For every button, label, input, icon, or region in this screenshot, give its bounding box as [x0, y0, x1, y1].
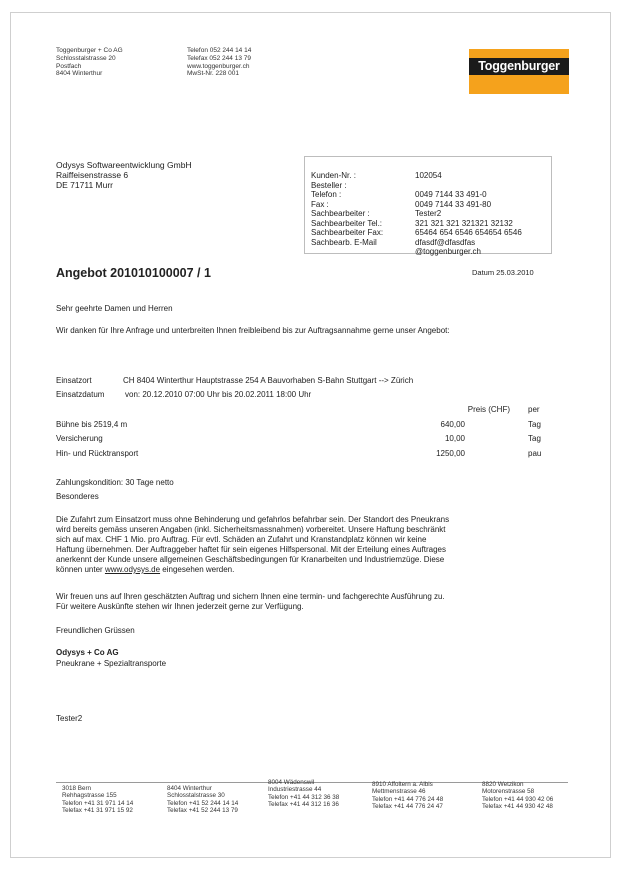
conditions-line: Die Zufahrt zum Einsatzort muss ohne Behinderung und gefahrlos befahrbar sein. Der Standort des Pneukrans [56, 515, 450, 524]
unit-column-header: per [528, 405, 540, 414]
payment-terms: Zahlungskondition: 30 Tage netto [56, 478, 174, 487]
recipient-line: DE 71711 Murr [56, 180, 114, 190]
company-logo [469, 49, 569, 94]
contact-line: Telefax 052 244 13 79 [187, 54, 251, 62]
position-label: Versicherung [56, 434, 103, 443]
position-price: 10,00 [444, 434, 465, 443]
logo-text: Toggenburger [469, 58, 569, 75]
footer-office-waedenswil: 8004 Wädenswil Industriestrasse 44 Telefon +41 44 312 36 38 Telefax +41 44 312 16 36 [268, 779, 340, 809]
info-row: Sachbearb. E-Mail dfasdf@dfasdfas [311, 237, 476, 247]
contact-line: MwSt-Nr. 228 001 [187, 70, 240, 78]
footer-office-winterthur: 8404 Winterthur Schlosstalstrasse 30 Telefon +41 52 244 14 14 Telefax +41 52 244 13 79 [167, 785, 239, 815]
position-label: Bühne bis 2519,4 m [56, 420, 128, 429]
recipient-line: Odysys Softwareentwicklung GmbH [56, 160, 192, 170]
info-row: Fax : 0049 7144 33 491-80 [311, 199, 492, 209]
sender-line: 8404 Winterthur [56, 70, 103, 78]
special-heading: Besonderes [56, 492, 99, 501]
sender-line: Postfach [56, 62, 82, 70]
closing-text [56, 592, 548, 612]
conditions-line: wird bereits gemäss unseren Angaben (inkl. Sicherheitsmassnahmen) vorbereitet. Unsere Haftung beschränkt [56, 525, 446, 534]
einsatzdatum-label: Einsatzdatum [56, 390, 105, 399]
company-name: Odysys + Co AG [56, 648, 119, 657]
recipient-address [56, 160, 192, 190]
footer-office-bern: 3018 Bern Rehhagstrasse 155 Telefon +41 31 971 14 14 Telefax +41 31 971 15 92 [62, 785, 134, 815]
conditions-line: können unter www.odysys.de eingesehen werden. [56, 565, 235, 574]
conditions-line: anerkennt der Kunde unsere allgemeinen Geschäftsbedingungen für Kranarbeiten und Industriemzüge. Diese [56, 555, 445, 564]
contact-line: www.toggenburger.ch [187, 62, 250, 70]
sender-address [56, 47, 123, 78]
recipient-line: Raiffeisenstrasse 6 [56, 170, 129, 180]
info-row: Kunden-Nr. : 102054 [311, 171, 442, 180]
sender-line: Toggenburger + Co AG [56, 47, 123, 54]
conditions-text [56, 515, 548, 575]
footer-office-affoltern: 8910 Affoltern a. Albis Mettmenstrasse 46 Telefon +41 44 776 24 48 Telefax +41 44 776 24 47 [372, 781, 444, 811]
info-row: @toggenburger.ch [415, 247, 481, 256]
sender-line: Schlosstalstrasse 20 [56, 54, 116, 62]
position-unit: pau [528, 449, 542, 458]
company-subtitle: Pneukrane + Spezialtransporte [56, 659, 167, 668]
info-row: Telefon : 0049 7144 33 491-0 [311, 190, 487, 199]
position-unit: Tag [528, 434, 541, 443]
closing-line: Für weitere Auskünfte stehen wir Ihnen jederzeit gerne zur Verfügung. [56, 602, 304, 611]
einsatzort-value: CH 8404 Winterthur Hauptstrasse 254 A Bauvorhaben S-Bahn Stuttgart --> Zürich [123, 376, 414, 385]
regards: Freundlichen Grüssen [56, 626, 135, 635]
price-column-header: Preis (CHF) [467, 405, 510, 414]
footer-office-wetzikon: 8820 Wetzikon Motorenstrasse 58 Telefon +41 44 930 42 06 Telefax +41 44 930 42 48 [482, 781, 554, 811]
conditions-line: Haftung übernehmen. Der Auftraggeber haftet für sein eigenes Hilfspersonal. Mit der Erteilung eines Auftrages [56, 545, 447, 554]
conditions-line: sich auf max. CHF 1 Mio. pro Auftrag. Für evtl. Schäden an Zufahrt und Kranstandplatz können wir keine [56, 535, 427, 544]
info-row: Sachbearbeiter Fax: 65464 654 6546 654654 6546 [311, 228, 522, 237]
info-row: Besteller : [311, 180, 347, 190]
intro-text: Wir danken für Ihre Anfrage und unterbreiten Ihnen freibleibend bis zur Auftragsannahme gerne unser Angebot: [56, 326, 450, 335]
einsatzort-label: Einsatzort [56, 376, 92, 385]
info-row: Sachbearbeiter Tel.: 321 321 321 321321 32132 [311, 218, 513, 228]
website-link[interactable]: www.odysys.de [104, 565, 161, 574]
position-unit: Tag [528, 420, 541, 429]
sender-contact [187, 47, 251, 78]
signature: Tester2 [56, 714, 83, 723]
position-price: 640,00 [440, 420, 465, 429]
closing-line: Wir freuen uns auf Ihren geschätzten Auftrag und sichern Ihnen eine termin- und fachgerechte Ausführung zu. [56, 592, 445, 601]
offer-title: Angebot 201010100007 / 1 [56, 266, 211, 280]
greeting: Sehr geehrte Damen und Herren [56, 304, 173, 313]
offer-date: Datum 25.03.2010 [472, 268, 534, 277]
position-price: 1250,00 [436, 449, 465, 458]
einsatzdatum-value: von: 20.12.2010 07:00 Uhr bis 20.02.2011 18:00 Uhr [125, 390, 312, 399]
position-label: Hin- und Rücktransport [56, 449, 139, 458]
info-row: Sachbearbeiter : Tester2 [311, 209, 442, 218]
customer-info-box [304, 156, 552, 254]
contact-line: Telefon 052 244 14 14 [187, 47, 252, 54]
